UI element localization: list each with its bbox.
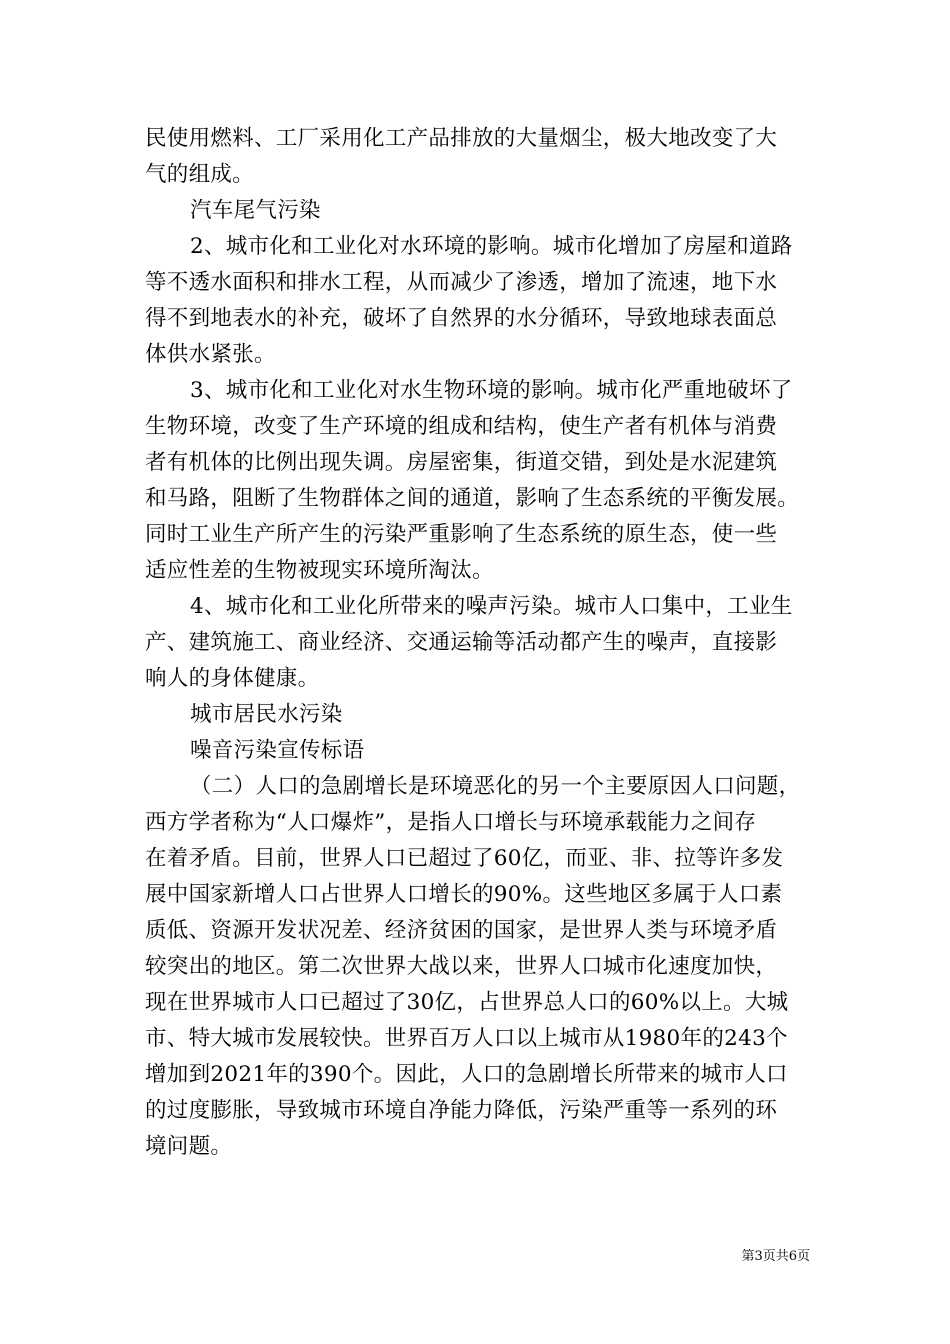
text-line: 同时工业生产所产生的污染严重影响了生态系统的原生态，使一些 [145,522,778,547]
text-line: 响人的身体健康。 [145,666,320,691]
subheading-line: 城市居民水污染 [190,702,343,727]
text-line: 产、建筑施工、商业经济、交通运输等活动都产生的噪声，直接影 [145,630,778,655]
text-line: 市、特大城市发展较快。世界百万人口以上城市从1980年的243个 [145,1026,788,1051]
text-line: 西方学者称为“人口爆炸”，是指人口增长与环境承载能力之间存 [145,810,757,835]
text-line: （二）人口的急剧增长是环境恶化的另一个主要原因人口问题， [190,774,801,799]
text-line: 境问题。 [145,1134,233,1159]
subheading-line: 噪音污染宣传标语 [190,738,365,763]
text-line: 生物环境，改变了生产环境的组成和结构，使生产者有机体与消费 [145,414,778,439]
text-line: 在着矛盾。目前，世界人口已超过了60亿，而亚、非、拉等许多发 [145,846,784,871]
text-line: 4、城市化和工业化所带来的噪声污染。城市人口集中，工业生 [190,594,793,619]
text-line: 得不到地表水的补充，破坏了自然界的水分循环，导致地球表面总 [145,306,778,331]
text-line: 现在世界城市人口已超过了30亿，占世界总人口的60%以上。大城 [145,990,789,1015]
text-line: 3、城市化和工业化对水生物环境的影响。城市化严重地破坏了 [190,378,793,403]
text-line: 适应性差的生物被现实环境所淘汰。 [145,558,494,583]
text-line: 展中国家新增人口占世界人口增长的90%。这些地区多属于人口素 [145,882,783,907]
text-line: 质低、资源开发状况差、经济贫困的国家，是世界人类与环境矛盾 [145,918,778,943]
page-number-footer: 第3页共6页 [741,1249,810,1264]
text-line: 增加到2021年的390个。因此，人口的急剧增长所带来的城市人口 [145,1062,788,1087]
subheading-line: 汽车尾气污染 [190,198,321,223]
text-line: 者有机体的比例出现失调。房屋密集，街道交错，到处是水泥建筑 [145,450,778,475]
text-line: 和马路，阻断了生物群体之间的通道，影响了生态系统的平衡发展。 [145,486,800,511]
text-line: 2、城市化和工业化对水环境的影响。城市化增加了房屋和道路 [190,234,793,259]
text-line: 气的组成。 [145,162,255,187]
text-line: 的过度膨胀，导致城市环境自净能力降低，污染严重等一系列的环 [145,1098,778,1123]
text-line: 体供水紧张。 [145,342,276,367]
text-line: 民使用燃料、工厂采用化工产品排放的大量烟尘，极大地改变了大 [145,126,778,151]
text-line: 等不透水面积和排水工程，从而减少了渗透，增加了流速，地下水 [145,270,778,295]
text-line: 较突出的地区。第二次世界大战以来，世界人口城市化速度加快， [145,954,778,979]
